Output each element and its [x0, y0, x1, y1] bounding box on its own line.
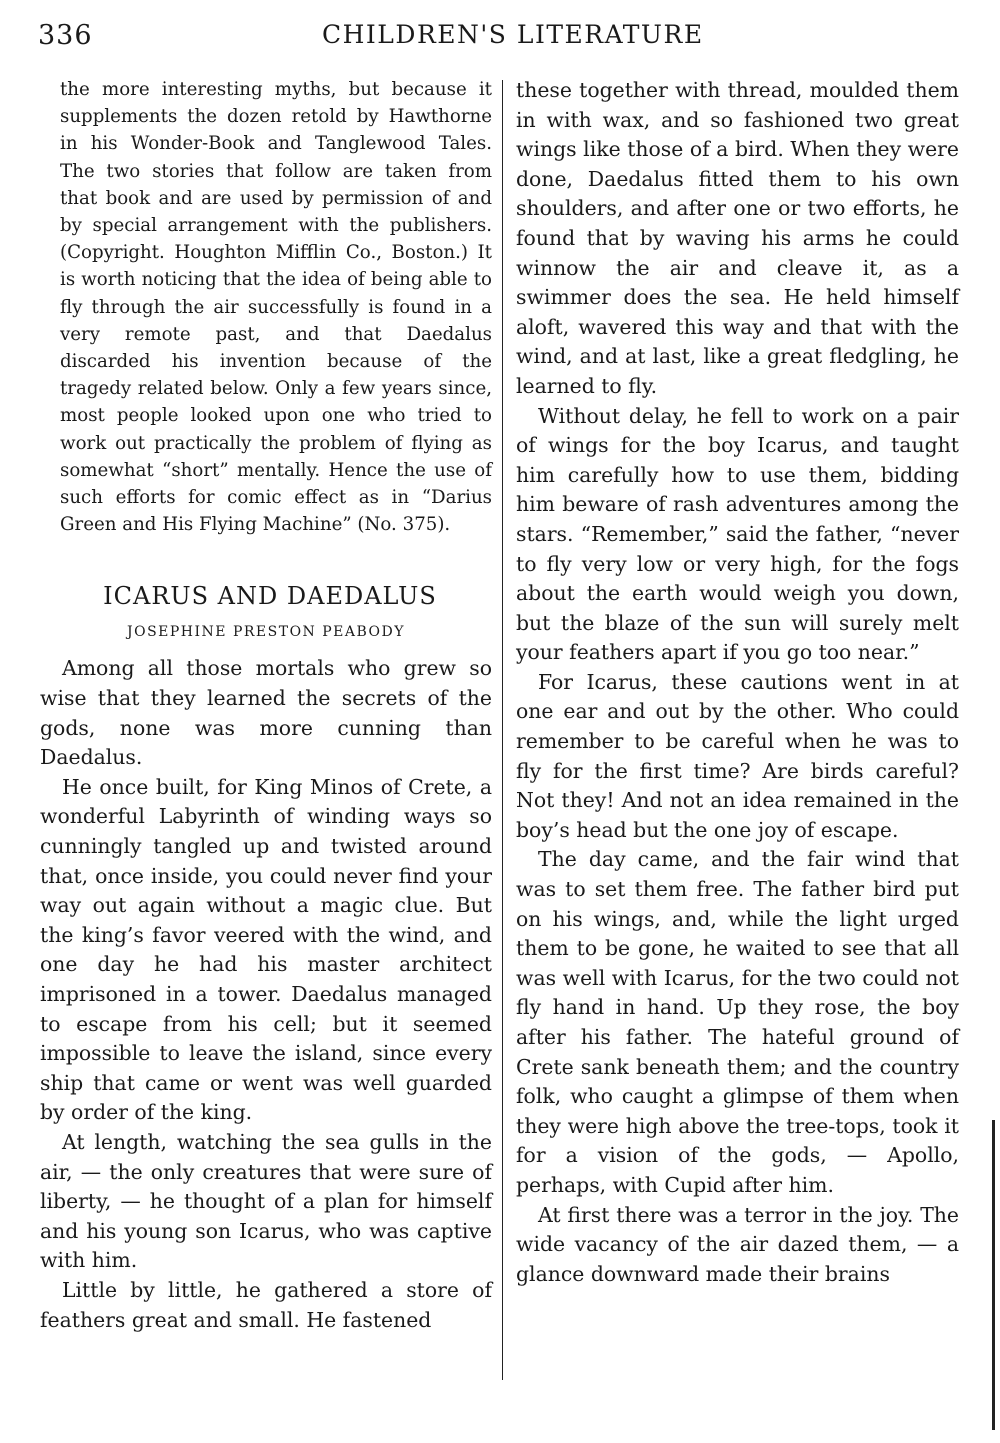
page-number: 336	[38, 20, 93, 51]
running-head: CHILDREN'S LITERATURE	[322, 20, 704, 49]
story-paragraph: Little by little, he gathered a store of feathers great and small. He fastened	[40, 1277, 492, 1332]
story-paragraph: He once built, for King Minos of Crete, a wonderful Labyrinth of winding ways so cunningly tangled up and twisted around that, once inside, you could never find your way out again without a magic clue. But the king’s favor veered with the wind, and one day he had his master architect imprisoned in a tower. Daedalus managed to escape from his cell; but it seemed impossible to leave the island, since every ship that came or went was well guarded by order of the king.	[40, 774, 492, 1125]
right-column	[516, 76, 959, 1289]
story-paragraph: For Icarus, these cautions went in at one ear and out by the other. Who could remember to be careful when he was to fly for the first time? Are birds careful? Not they! And not an idea remained in the boy’s head but the one joy of escape.	[516, 669, 959, 842]
intro-paragraph: the more interesting myths, but because it supplements the dozen retold by Hawthorne in his Wonder-Book and Tanglewood Tales. The two stories that follow are taken from that book and are used by permission of and by special arrangement with the publishers. (Copyright. Houghton Mifflin Co., Boston.) It is worth noticing that the idea of being able to fly through the air successfully is found in a very remote past, and that Daedalus discarded his invention because of the tragedy related below. Only a few years since, most people looked upon one who tried to work out practically the problem of flying as somewhat “short” mentally. Hence the use of such efforts for comic effect as in “Darius Green and His Flying Machine” (No. 375).	[60, 79, 492, 536]
left-column	[40, 76, 492, 1335]
page-edge-mark	[992, 1120, 995, 1430]
column-divider	[502, 80, 503, 1380]
story-paragraph: Without delay, he fell to work on a pair of wings for the boy Icarus, and taught him carefully how to use them, bidding him beware of rash adventures among the stars. “Remember,” said the father, “never to fly very low or very high, for the fogs about the earth would weigh you down, but the blaze of the sun will surely melt your feathers apart if you go too near.”	[516, 403, 959, 665]
story-paragraph: Among all those mortals who grew so wise that they learned the secrets of the gods, none was more cunning than Daedalus.	[40, 656, 492, 770]
story-paragraph: At length, watching the sea gulls in the air, — the only creatures that were sure of liberty, — he thought of a plan for himself and his young son Icarus, who was captive with him.	[40, 1129, 492, 1273]
page-header	[0, 18, 1000, 58]
story-paragraph: At first there was a terror in the joy. The wide vacancy of the air dazed them, — a glance downward made their brains	[516, 1202, 959, 1286]
story-author: JOSEPHINE PRESTON PEABODY	[126, 624, 405, 641]
story-paragraph: these together with thread, moulded them in with wax, and so fashioned two great wings like those of a bird. When they were done, Daedalus fitted them to his own shoulders, and after one or two efforts, he found that by waving his arms he could winnow the air and cleave it, as a swimmer does the sea. He held himself aloft, wavered this way and that with the wind, and at last, like a great fledgling, he learned to fly.	[516, 78, 959, 398]
story-title: ICARUS AND DAEDALUS	[103, 582, 437, 611]
story-paragraph: The day came, and the fair wind that was to set them free. The father bird put on his wings, and, while the light urged them to be gone, he waited to see that all was well with Icarus, for the two could not fly hand in hand. Up they rose, the boy after his father. The hateful ground of Crete sank beneath them; and the country folk, who caught a glimpse of them when they were high above the tree-tops, took it for a vision of the gods, — Apollo, perhaps, with Cupid after him.	[516, 847, 959, 1197]
